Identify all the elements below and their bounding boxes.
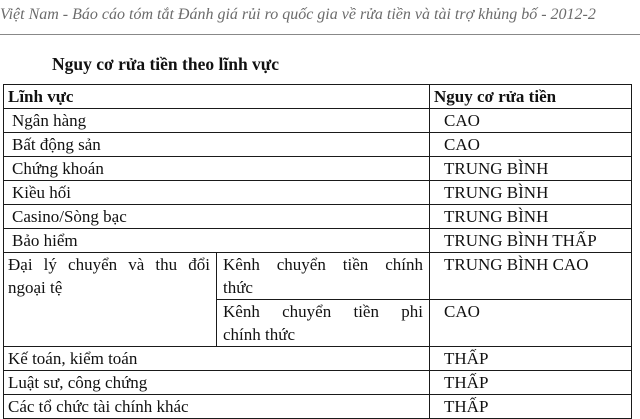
document-running-header xyxy=(0,6,640,30)
table-row xyxy=(4,395,632,419)
risk-cell: CAO xyxy=(430,109,632,133)
informal-channel-line2: chính thức xyxy=(223,325,296,344)
table-header-row xyxy=(4,85,632,109)
sector-cell: Chứng khoán xyxy=(4,157,430,181)
header-risk: Nguy cơ rửa tiền xyxy=(430,85,632,109)
formal-channel-line1: Kênh chuyển tiền chính xyxy=(223,255,423,274)
informal-channel-line1: Kênh chuyển tiền phi xyxy=(223,302,423,321)
sector-cell: Casino/Sòng bạc xyxy=(4,205,430,229)
risk-cell: CAO xyxy=(430,300,632,347)
header-divider xyxy=(0,34,640,35)
sector-cell: Các tổ chức tài chính khác xyxy=(4,395,430,419)
table-row-exchange-formal xyxy=(4,253,632,300)
table-row xyxy=(4,133,632,157)
exchange-sector-line2: ngoại tệ xyxy=(8,278,63,297)
risk-cell: TRUNG BÌNH CAO xyxy=(430,253,632,300)
exchange-sector-line1: Đại lý chuyển và thu đổi xyxy=(8,255,210,274)
risk-cell: THẤP xyxy=(430,395,632,419)
running-header-text: Việt Nam - Báo cáo tóm tắt Đánh giá rủi ro quốc gia về rửa tiền và tài trợ khủng bố - 2012-2 xyxy=(0,6,596,23)
risk-cell: THẤP xyxy=(430,347,632,371)
sector-cell: Kế toán, kiểm toán xyxy=(4,347,430,371)
risk-cell: TRUNG BÌNH xyxy=(430,157,632,181)
risk-cell: CAO xyxy=(430,133,632,157)
table-row xyxy=(4,229,632,253)
table-row xyxy=(4,181,632,205)
exchange-sector-cell xyxy=(4,253,217,347)
sector-cell: Kiều hối xyxy=(4,181,430,205)
sector-cell: Bảo hiểm xyxy=(4,229,430,253)
formal-channel-line2: thức xyxy=(223,278,253,297)
table-row xyxy=(4,371,632,395)
table-row xyxy=(4,347,632,371)
section-title: Nguy cơ rửa tiền theo lĩnh vực xyxy=(52,54,280,74)
header-sector: Lĩnh vực xyxy=(4,85,430,109)
sector-cell: Luật sư, công chứng xyxy=(4,371,430,395)
table-row xyxy=(4,157,632,181)
risk-table xyxy=(3,84,632,419)
formal-channel-cell xyxy=(217,253,430,300)
sector-cell: Ngân hàng xyxy=(4,109,430,133)
sector-cell: Bất động sản xyxy=(4,133,430,157)
risk-cell: TRUNG BÌNH xyxy=(430,181,632,205)
table-row xyxy=(4,205,632,229)
risk-cell: TRUNG BÌNH xyxy=(430,205,632,229)
informal-channel-cell xyxy=(217,300,430,347)
table-row xyxy=(4,109,632,133)
risk-cell: THẤP xyxy=(430,371,632,395)
risk-cell: TRUNG BÌNH THẤP xyxy=(430,229,632,253)
